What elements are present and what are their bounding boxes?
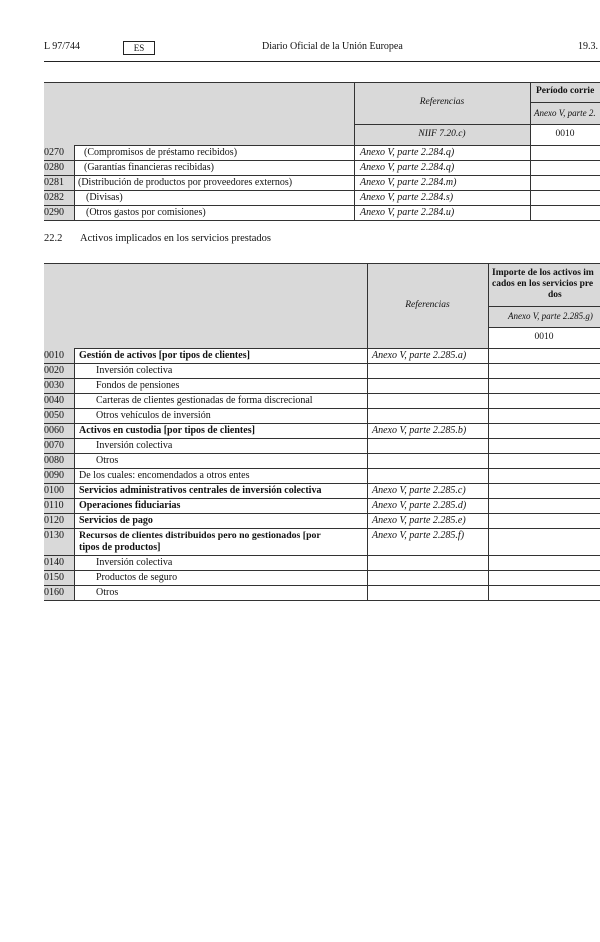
page-reference: L 97/744	[44, 41, 81, 52]
table2-amount-ref: Anexo V, parte 2.285.g)	[508, 311, 593, 321]
section-title: Activos implicados en los servicios prestados	[80, 233, 272, 244]
table1-col-ref: Referencias	[419, 97, 465, 107]
table1-col-code: 0010	[555, 129, 575, 139]
table2-col-amount-l1: Importe de los activos im	[492, 268, 594, 278]
section-number: 22.2	[44, 233, 63, 244]
header-rule	[44, 61, 600, 62]
table2-col-amount-l2: cados en los servicios pre	[492, 279, 594, 289]
journal-title: Diario Oficial de la Unión Europea	[262, 41, 403, 52]
table2-col-ref: Referencias	[405, 300, 450, 310]
table1-ref-sub: NIIF 7.20.c)	[418, 129, 466, 139]
table2-col-code: 0010	[534, 332, 554, 342]
language-badge: ES	[123, 41, 155, 55]
publication-date: 19.3.	[578, 41, 598, 52]
table2-col-amount-l3: dos	[548, 290, 562, 300]
table1-col-period: Período corrie	[536, 86, 595, 96]
table1-period-ref: Anexo V, parte 2.	[534, 108, 596, 118]
